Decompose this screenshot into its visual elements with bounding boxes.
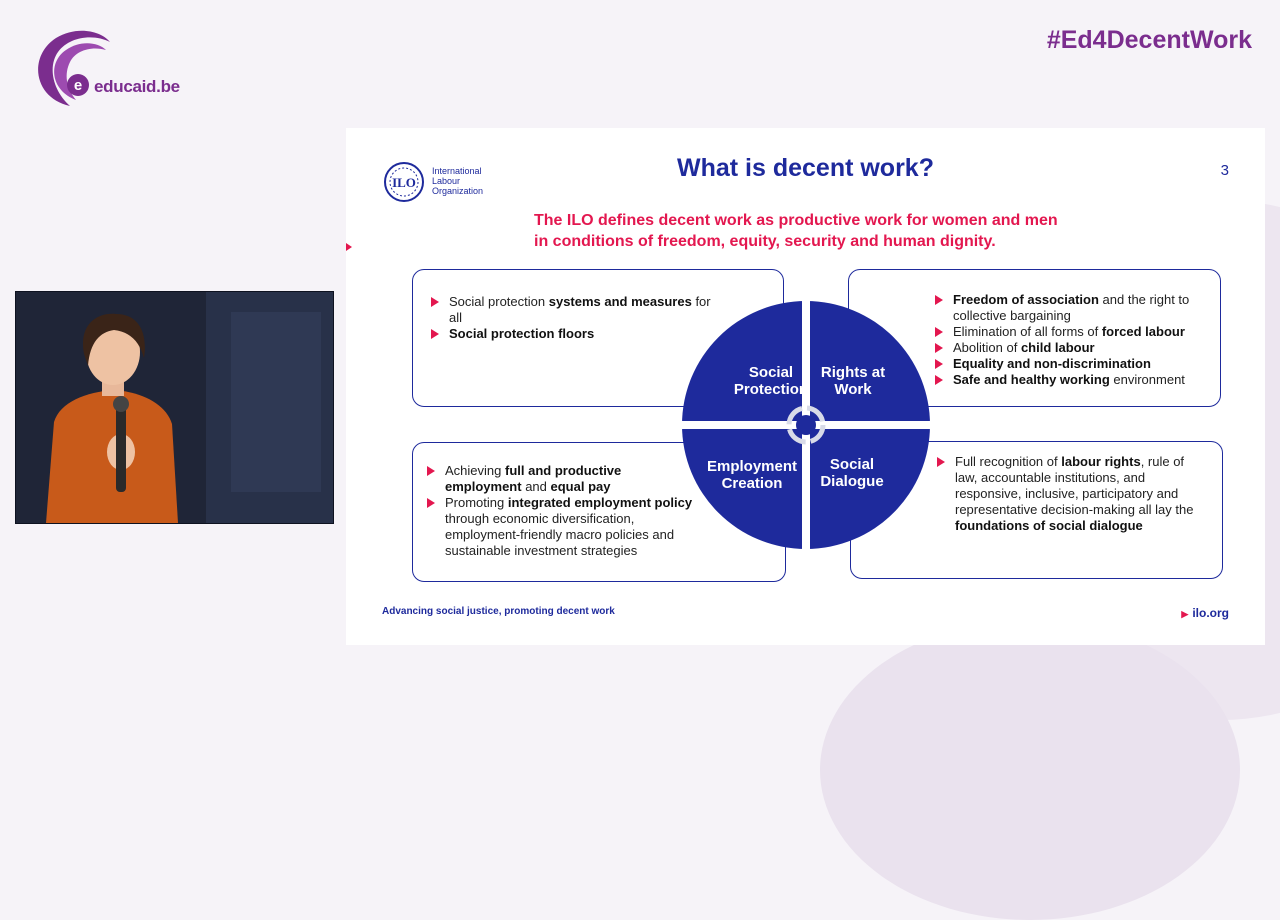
educaid-logo-mark bbox=[28, 28, 178, 112]
list-item: Safe and healthy working environment bbox=[931, 372, 1216, 388]
quadrant-rights-at-work: Rights at Work bbox=[820, 364, 886, 398]
quadrant-social-protection: Social Protection bbox=[733, 364, 809, 398]
list-item: Full recognition of labour rights, rule of law, accountable institutions, and responsive, inclusive, participatory and representative decision-making all lay the foundations of social dialogue bbox=[933, 454, 1208, 534]
slide-title: What is decent work? bbox=[677, 154, 934, 182]
speaker-video bbox=[15, 291, 334, 524]
subtitle-line: in conditions of freedom, equity, security and human dignity. bbox=[534, 233, 996, 250]
ilo-name-line: International bbox=[432, 166, 482, 176]
logo-text: educaid.be bbox=[94, 77, 180, 96]
subtitle-line: The ILO defines decent work as productive work for women and men bbox=[534, 212, 1058, 229]
list-item: Freedom of association and the right to collective bargaining bbox=[931, 292, 1216, 324]
slide-footer-tagline: Advancing social justice, promoting decent work bbox=[382, 606, 615, 617]
speaker-figure bbox=[16, 292, 333, 523]
list-item: Promoting integrated employment policy through economic diversification, employment-friendly macro policies and sustainable investment strategies bbox=[423, 495, 693, 559]
svg-text:ILO: ILO bbox=[392, 175, 416, 190]
list-item: Equality and non-discrimination bbox=[931, 356, 1216, 372]
ilo-name-line: Labour bbox=[432, 176, 461, 186]
triangle-icon: ▶ bbox=[1181, 609, 1189, 619]
svg-text:e: e bbox=[73, 77, 83, 94]
slide-subtitle bbox=[534, 210, 1134, 252]
footer-link-text: ilo.org bbox=[1192, 606, 1229, 620]
decent-work-circle bbox=[681, 300, 931, 550]
background-shape bbox=[820, 620, 1240, 920]
pointer-marker-icon bbox=[346, 243, 352, 251]
quadrant-employment-creation: Employment Creation bbox=[706, 458, 797, 492]
list-item: Achieving full and productive employment and equal pay bbox=[423, 463, 693, 495]
list-item: Elimination of all forms of forced labour bbox=[931, 324, 1216, 340]
hashtag: #Ed4DecentWork bbox=[1046, 26, 1252, 54]
slide-number: 3 bbox=[1220, 162, 1229, 179]
ilo-name-line: Organization bbox=[432, 186, 484, 196]
educaid-logo bbox=[28, 28, 178, 112]
list-item: Abolition of child labour bbox=[931, 340, 1216, 356]
presentation-slide bbox=[346, 128, 1265, 645]
list-item: Social protection floors bbox=[427, 326, 727, 342]
slide-footer-link bbox=[1181, 606, 1229, 620]
list-item: Social protection systems and measures for all bbox=[427, 294, 727, 326]
quadrant-social-dialogue: Social Dialogue bbox=[820, 456, 884, 490]
